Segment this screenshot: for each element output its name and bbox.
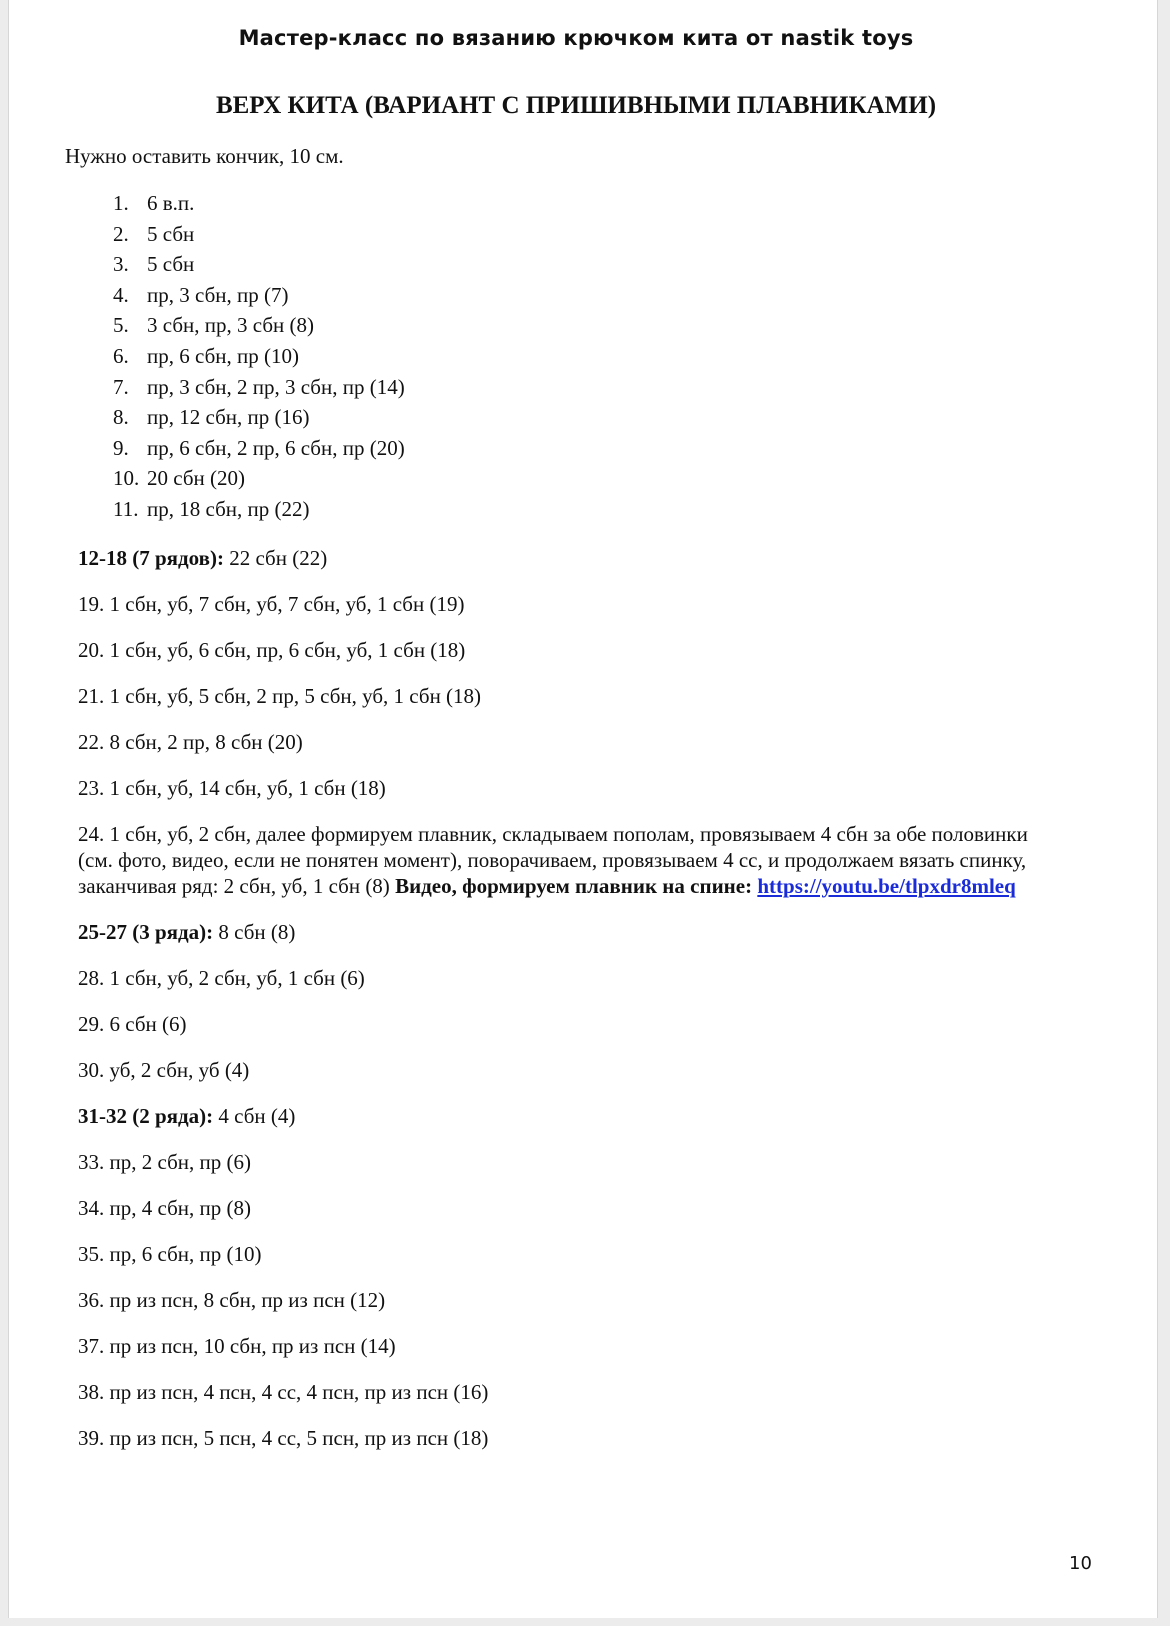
row-38: 38. пр из псн, 4 псн, 4 сс, 4 псн, пр из псн (16): [78, 1380, 489, 1404]
row-30: 30. уб, 2 сбн, уб (4): [78, 1058, 250, 1082]
list-item: 9. пр, 6 сбн, 2 пр, 6 сбн, пр (20): [113, 435, 405, 460]
row-35: 35. пр, 6 сбн, пр (10): [78, 1242, 262, 1266]
list-item: 4. пр, 3 сбн, пр (7): [113, 282, 289, 307]
page-number: 10: [1069, 1553, 1092, 1574]
list-item: 10. 20 сбн (20): [113, 466, 245, 491]
row-28: 28. 1 сбн, уб, 2 сбн, уб, 1 сбн (6): [78, 966, 365, 990]
document-page: [8, 0, 1158, 1618]
video-link[interactable]: https://youtu.be/tlpxdr8mleq: [757, 874, 1016, 898]
row-20: 20. 1 сбн, уб, 6 сбн, пр, 6 сбн, уб, 1 сбн (18): [78, 638, 466, 662]
row-39: 39. пр из псн, 5 псн, 4 сс, 5 псн, пр из псн (18): [78, 1426, 489, 1450]
row-29: 29. 6 сбн (6): [78, 1012, 187, 1036]
row-33: 33. пр, 2 сбн, пр (6): [78, 1150, 251, 1174]
row-34: 34. пр, 4 сбн, пр (8): [78, 1196, 251, 1220]
instruction-rows: [78, 545, 1058, 1471]
list-item: 7. пр, 3 сбн, 2 пр, 3 сбн, пр (14): [113, 374, 405, 399]
list-item: 3. 5 сбн: [113, 252, 195, 277]
list-item: 2. 5 сбн: [113, 221, 195, 246]
section-title: ВЕРХ КИТА (ВАРИАНТ С ПРИШИВНЫМИ ПЛАВНИКАМИ): [215, 92, 937, 119]
row-23: 23. 1 сбн, уб, 14 сбн, уб, 1 сбн (18): [78, 776, 386, 800]
row-22: 22. 8 сбн, 2 пр, 8 сбн (20): [78, 730, 303, 754]
row-12-18: 12-18 (7 рядов): 22 сбн (22): [78, 546, 328, 570]
list-item: 11. пр, 18 сбн, пр (22): [113, 496, 310, 521]
row-37: 37. пр из псн, 10 сбн, пр из псн (14): [78, 1334, 396, 1358]
list-item: 1. 6 в.п.: [113, 191, 195, 215]
list-item: 8. пр, 12 сбн, пр (16): [113, 405, 310, 430]
row-25-27: 25-27 (3 ряда): 8 сбн (8): [78, 920, 296, 944]
row-31-32: 31-32 (2 ряда): 4 сбн (4): [78, 1104, 296, 1128]
row-21: 21. 1 сбн, уб, 5 сбн, 2 пр, 5 сбн, уб, 1 сбн (18): [78, 684, 482, 708]
row-19: 19. 1 сбн, уб, 7 сбн, уб, 7 сбн, уб, 1 сбн (19): [78, 592, 465, 616]
running-header: Мастер-класс по вязанию крючком кита от nastik toys: [238, 26, 914, 50]
row-24: 24. 1 сбн, уб, 2 сбн, далее формируем плавник, складываем пополам, провязываем 4 сбн за обе половинки (см. фото, видео, если не понятен момент), поворачиваем, провязываем 4 сс, и продолжаем вязать спинку, заканчивая ряд: 2 сбн, уб, 1 сбн (8) Видео, формируем плавник на спине: https://youtu.be/tlpxdr8mleq: [78, 822, 1028, 898]
intro-text: Нужно оставить кончик, 10 см.: [65, 144, 344, 168]
list-item: 5. 3 сбн, пр, 3 сбн (8): [113, 313, 314, 338]
numbered-row-list: [113, 188, 405, 525]
list-item: 6. пр, 6 сбн, пр (10): [113, 343, 299, 368]
row-36: 36. пр из псн, 8 сбн, пр из псн (12): [78, 1288, 386, 1312]
